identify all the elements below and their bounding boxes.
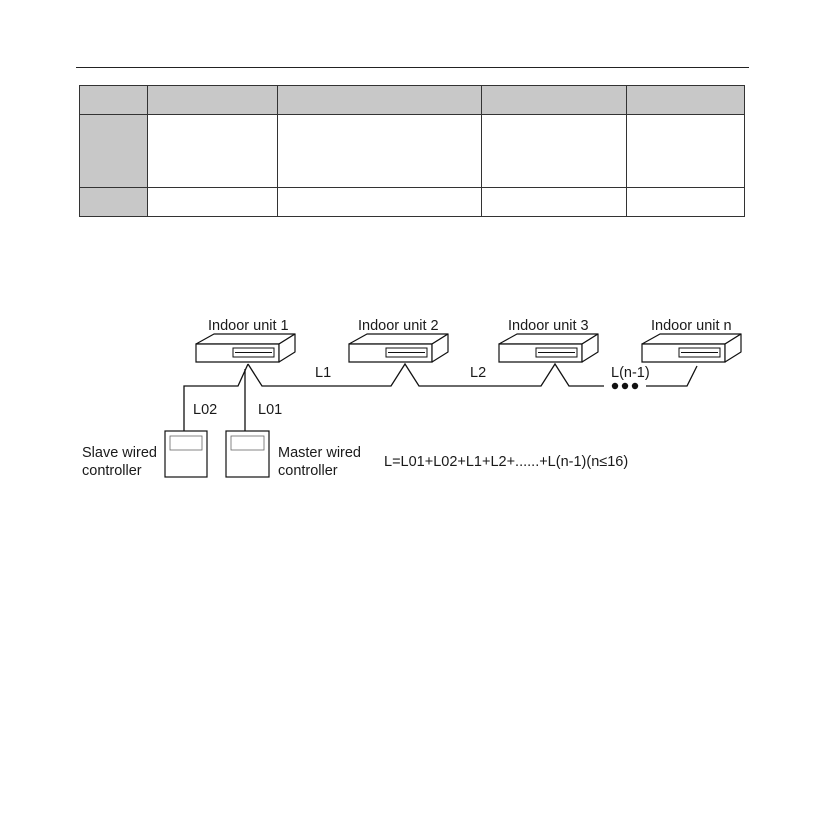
slave-controller-label-line2: controller xyxy=(82,463,142,479)
indoor-unit-3-icon xyxy=(499,334,598,362)
indoor-unit-n-icon xyxy=(642,334,741,362)
unit-3-label: Indoor unit 3 xyxy=(508,318,589,334)
master-controller-label-line2: controller xyxy=(278,463,338,479)
ellipsis-dots xyxy=(612,383,638,389)
slave-controller-icon xyxy=(165,431,207,477)
wire-label-l1: L1 xyxy=(315,365,332,381)
indoor-unit-1-icon xyxy=(196,334,295,362)
wire-label-l02: L02 xyxy=(193,402,218,418)
wire-label-ln: L(n-1) xyxy=(611,365,650,381)
indoor-unit-2-icon xyxy=(349,334,448,362)
total-length-formula: L=L01+L02+L1+L2+......+L(n-1)(n≤16) xyxy=(384,454,629,470)
master-controller-label-line1: Master wired xyxy=(278,445,361,461)
unit-1-label: Indoor unit 1 xyxy=(208,318,289,334)
unit-2-label: Indoor unit 2 xyxy=(358,318,439,334)
master-controller-icon xyxy=(226,431,269,477)
slave-controller-label-line1: Slave wired xyxy=(82,445,157,461)
unit-n-label: Indoor unit n xyxy=(651,318,732,334)
wire-label-l2: L2 xyxy=(470,365,487,381)
wire-label-l01: L01 xyxy=(258,402,283,418)
